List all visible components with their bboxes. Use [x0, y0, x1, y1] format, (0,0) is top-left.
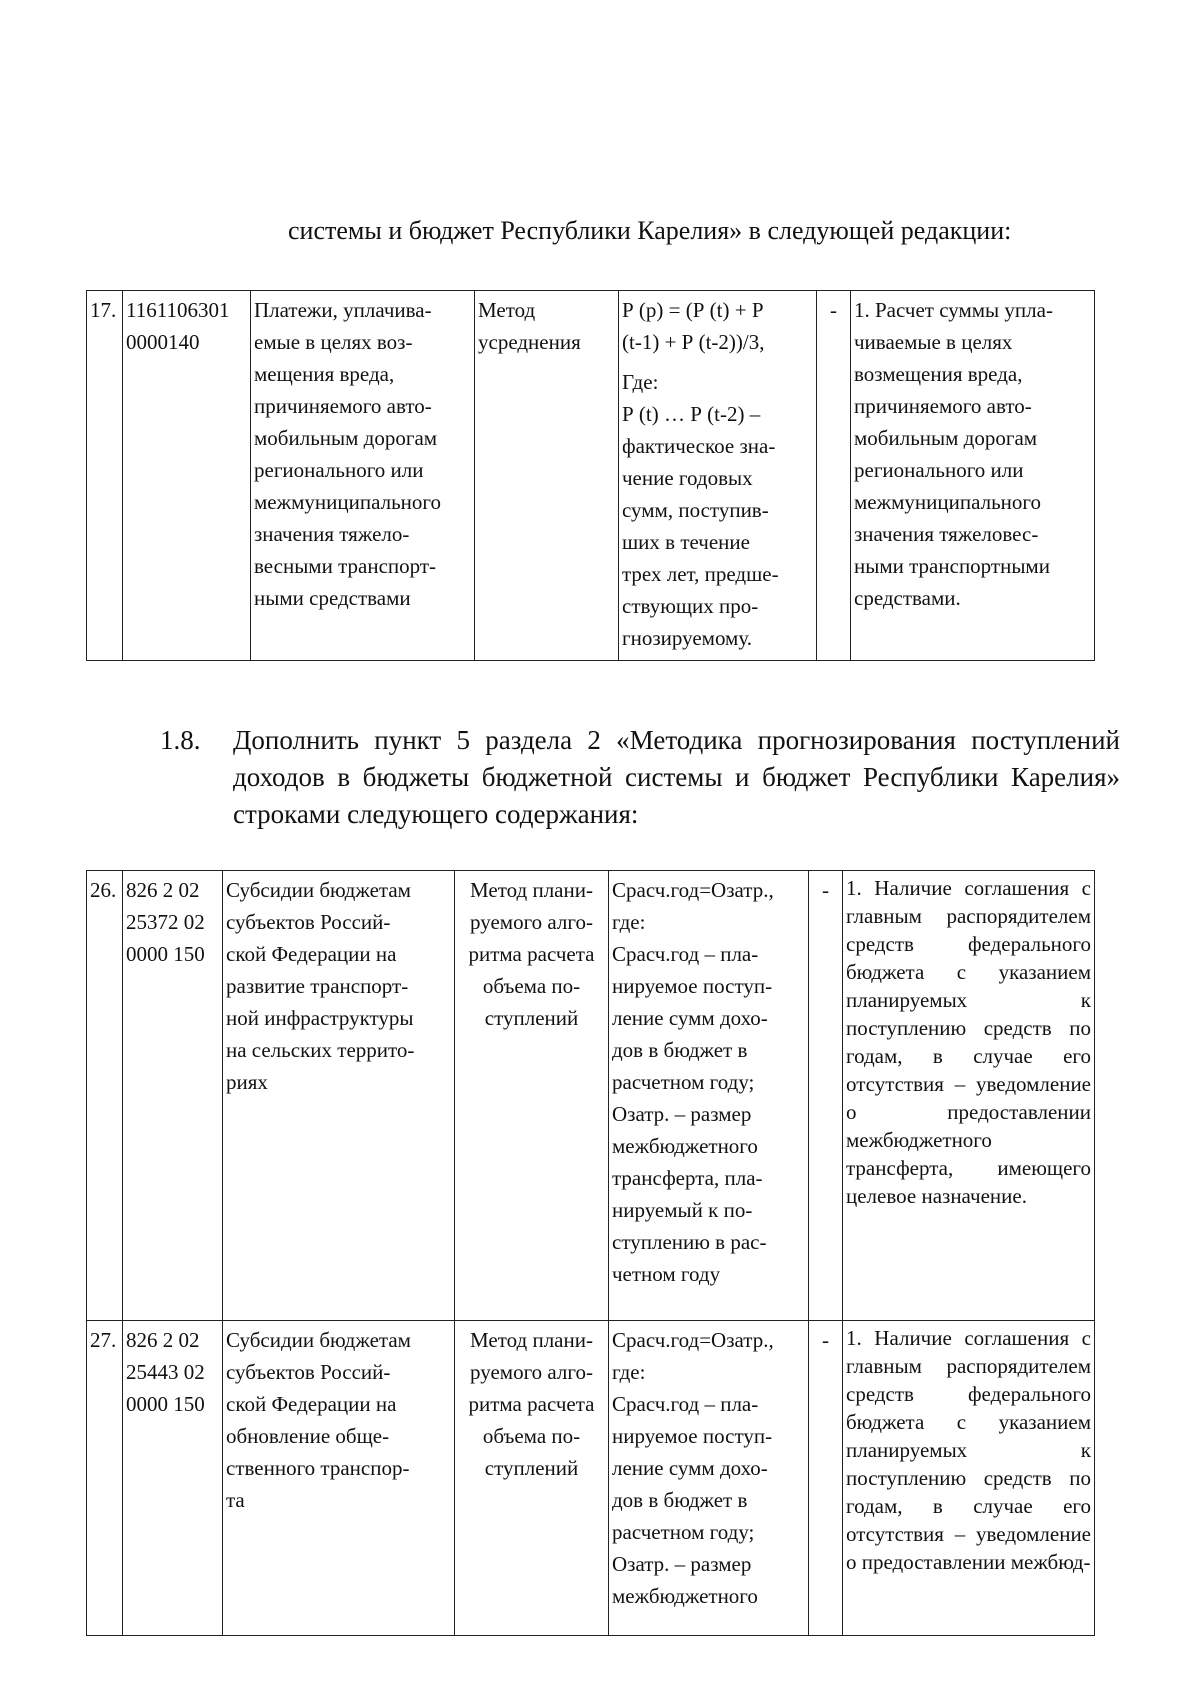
intro-line: системы и бюджет Республики Карелия» в следующей редакции:: [288, 216, 1012, 245]
formula-description: Р (t) … Р (t-2) – фактическое зна- чение годовых сумм, поступив- ших в течение трех лет, предше- ствующих про- гнозируемому.: [622, 402, 779, 650]
formula-cell: Срасч.год=Озатр., где: Срасч.год – пла- нируемое поступ- ление сумм дохо- дов в бюджет в расчетном году; Озатр. – размер межбюджетного трансферта, пла- нируемый к по- ступлению в рас- четном году: [609, 871, 809, 1321]
formula: Р (р) = (Р (t) + Р (t-1) + Р (t-2))/3,: [622, 298, 765, 354]
formula-where: Где:: [622, 370, 659, 394]
section-text: Дополнить пункт 5 раздела 2 «Методика прогнозирования поступлений доходов в бюджеты бюджетной системы и бюджет Республики Карелия» строками следующего содержания:: [233, 725, 1120, 829]
row-number: 17.: [87, 291, 123, 661]
table-row: [87, 871, 1095, 1321]
table-row: [87, 1321, 1095, 1636]
table-row: [87, 291, 1095, 661]
calculation-note: 1. Расчет суммы упла- чиваемые в целях возмещения вреда, причиняемого авто- мобильным дорогам регионального или межмуниципального значения тяжеловес- ными транспортными средствами.: [851, 291, 1095, 661]
revenue-name: Платежи, уплачива- емые в целях воз- мещения вреда, причиняемого авто- мобильным дорогам регионального или межмуниципального значения тяжело- весными транспорт- ными средствами: [251, 291, 475, 661]
dash-cell: -: [809, 1321, 843, 1636]
dash-cell: -: [817, 291, 851, 661]
forecast-method: Метод плани- руемого алго- ритма расчета объема по- ступлений: [455, 871, 609, 1321]
forecast-method: Метод усреднения: [475, 291, 619, 661]
dash-cell: -: [809, 871, 843, 1321]
revenue-name: Субсидии бюджетам субъектов Россий- ской Федерации на развитие транспорт- ной инфраструктуры на сельских террито- риях: [223, 871, 455, 1321]
condition-note: 1. Наличие соглашения с главным распорядителем средств федерального бюджета с указанием планируемых к поступлению средств по годам, в случае его отсутствия – уведомление о предоставлении межбюджетного трансферта, имеющего целевое назначение.: [843, 871, 1095, 1321]
revenue-table-1: [86, 290, 1095, 661]
formula-cell: Срасч.год=Озатр., где: Срасч.год – пла- нируемое поступ- ление сумм дохо- дов в бюджет в расчетном году; Озатр. – размер межбюджетного: [609, 1321, 809, 1636]
formula-cell: [619, 291, 817, 661]
revenue-name: Субсидии бюджетам субъектов Россий- ской Федерации на обновление обще- ственного транспор- та: [223, 1321, 455, 1636]
forecast-method: Метод плани- руемого алго- ритма расчета объема по- ступлений: [455, 1321, 609, 1636]
section-number: 1.8.: [160, 725, 201, 755]
budget-code: 826 2 02 25443 02 0000 150: [123, 1321, 223, 1636]
row-number: 27.: [87, 1321, 123, 1636]
revenue-table-2: [86, 870, 1095, 1636]
row-number: 26.: [87, 871, 123, 1321]
budget-code: 1161106301 0000140: [123, 291, 251, 661]
budget-code: 826 2 02 25372 02 0000 150: [123, 871, 223, 1321]
condition-note: 1. Наличие соглашения с главным распорядителем средств федерального бюджета с указанием планируемых к поступлению средств по годам, в случае его отсутствия – уведомление о предоставлении межбюд-: [843, 1321, 1095, 1636]
